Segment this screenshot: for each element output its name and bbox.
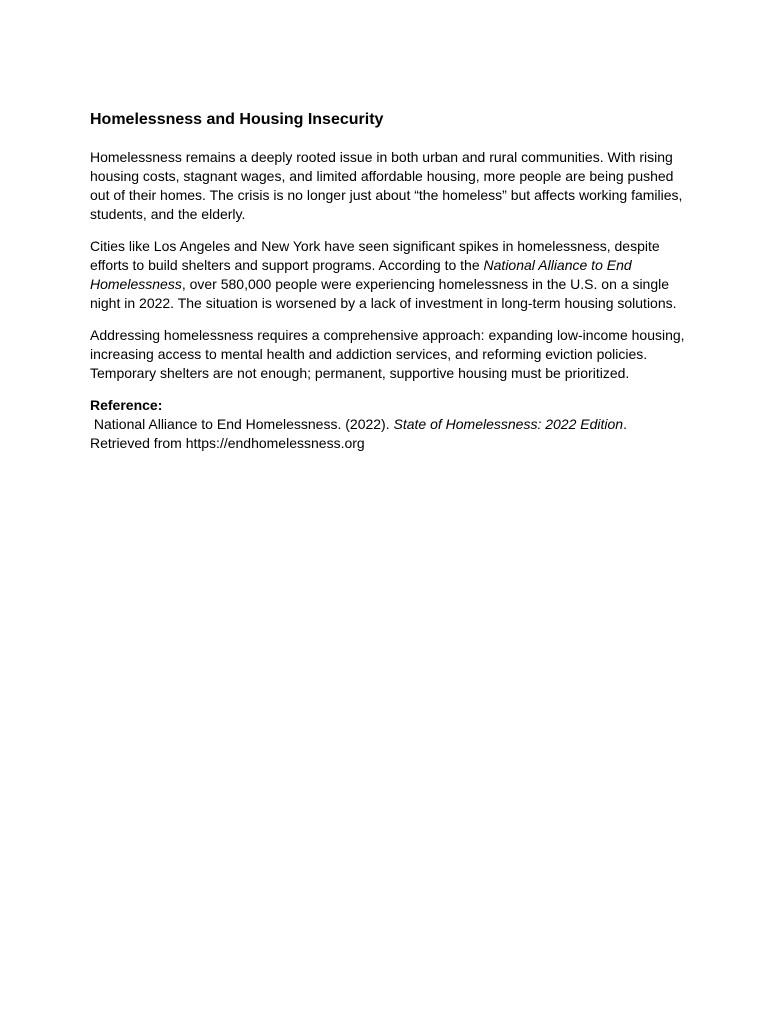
document-title: Homelessness and Housing Insecurity <box>90 111 384 128</box>
reference-label: Reference: <box>90 397 163 413</box>
paragraph-intro: Homelessness remains a deeply rooted issue in both urban and rural communities. With rising housing costs, stagnant wages, and limited affordable housing, more people are being pushed out of their homes. The crisis is no longer just about “the homeless” but affects working families, students, and the elderly. <box>90 149 683 222</box>
source-name-italic: National Alliance to End Homelessness <box>90 257 632 292</box>
reference-author-year: National Alliance to End Homelessness. (2022). <box>90 416 394 432</box>
paragraph-cities-text-before: Cities like Los Angeles and New York have seen significant spikes in homelessness, despite efforts to build shelters and support programs. According to the <box>90 238 660 273</box>
paragraph-cities <box>90 237 690 313</box>
paragraph-solutions: Addressing homelessness requires a comprehensive approach: expanding low-income housing, increasing access to mental health and addiction services, and reforming eviction policies. Temporary shelters are not enough; permanent, supportive housing must be prioritized. <box>90 327 685 381</box>
reference-title-period: . <box>623 416 627 432</box>
reference-retrieved-from: Retrieved from https://endhomelessness.org <box>90 435 365 451</box>
document-page <box>90 108 690 453</box>
reference-work-title: State of Homelessness: 2022 Edition <box>393 416 624 432</box>
paragraph-cities-text-after: , over 580,000 people were experiencing homelessness in the U.S. on a single night in 2022. The situation is worsened by a lack of investment in long-term housing solutions. <box>90 276 677 311</box>
reference-entry <box>90 415 690 453</box>
